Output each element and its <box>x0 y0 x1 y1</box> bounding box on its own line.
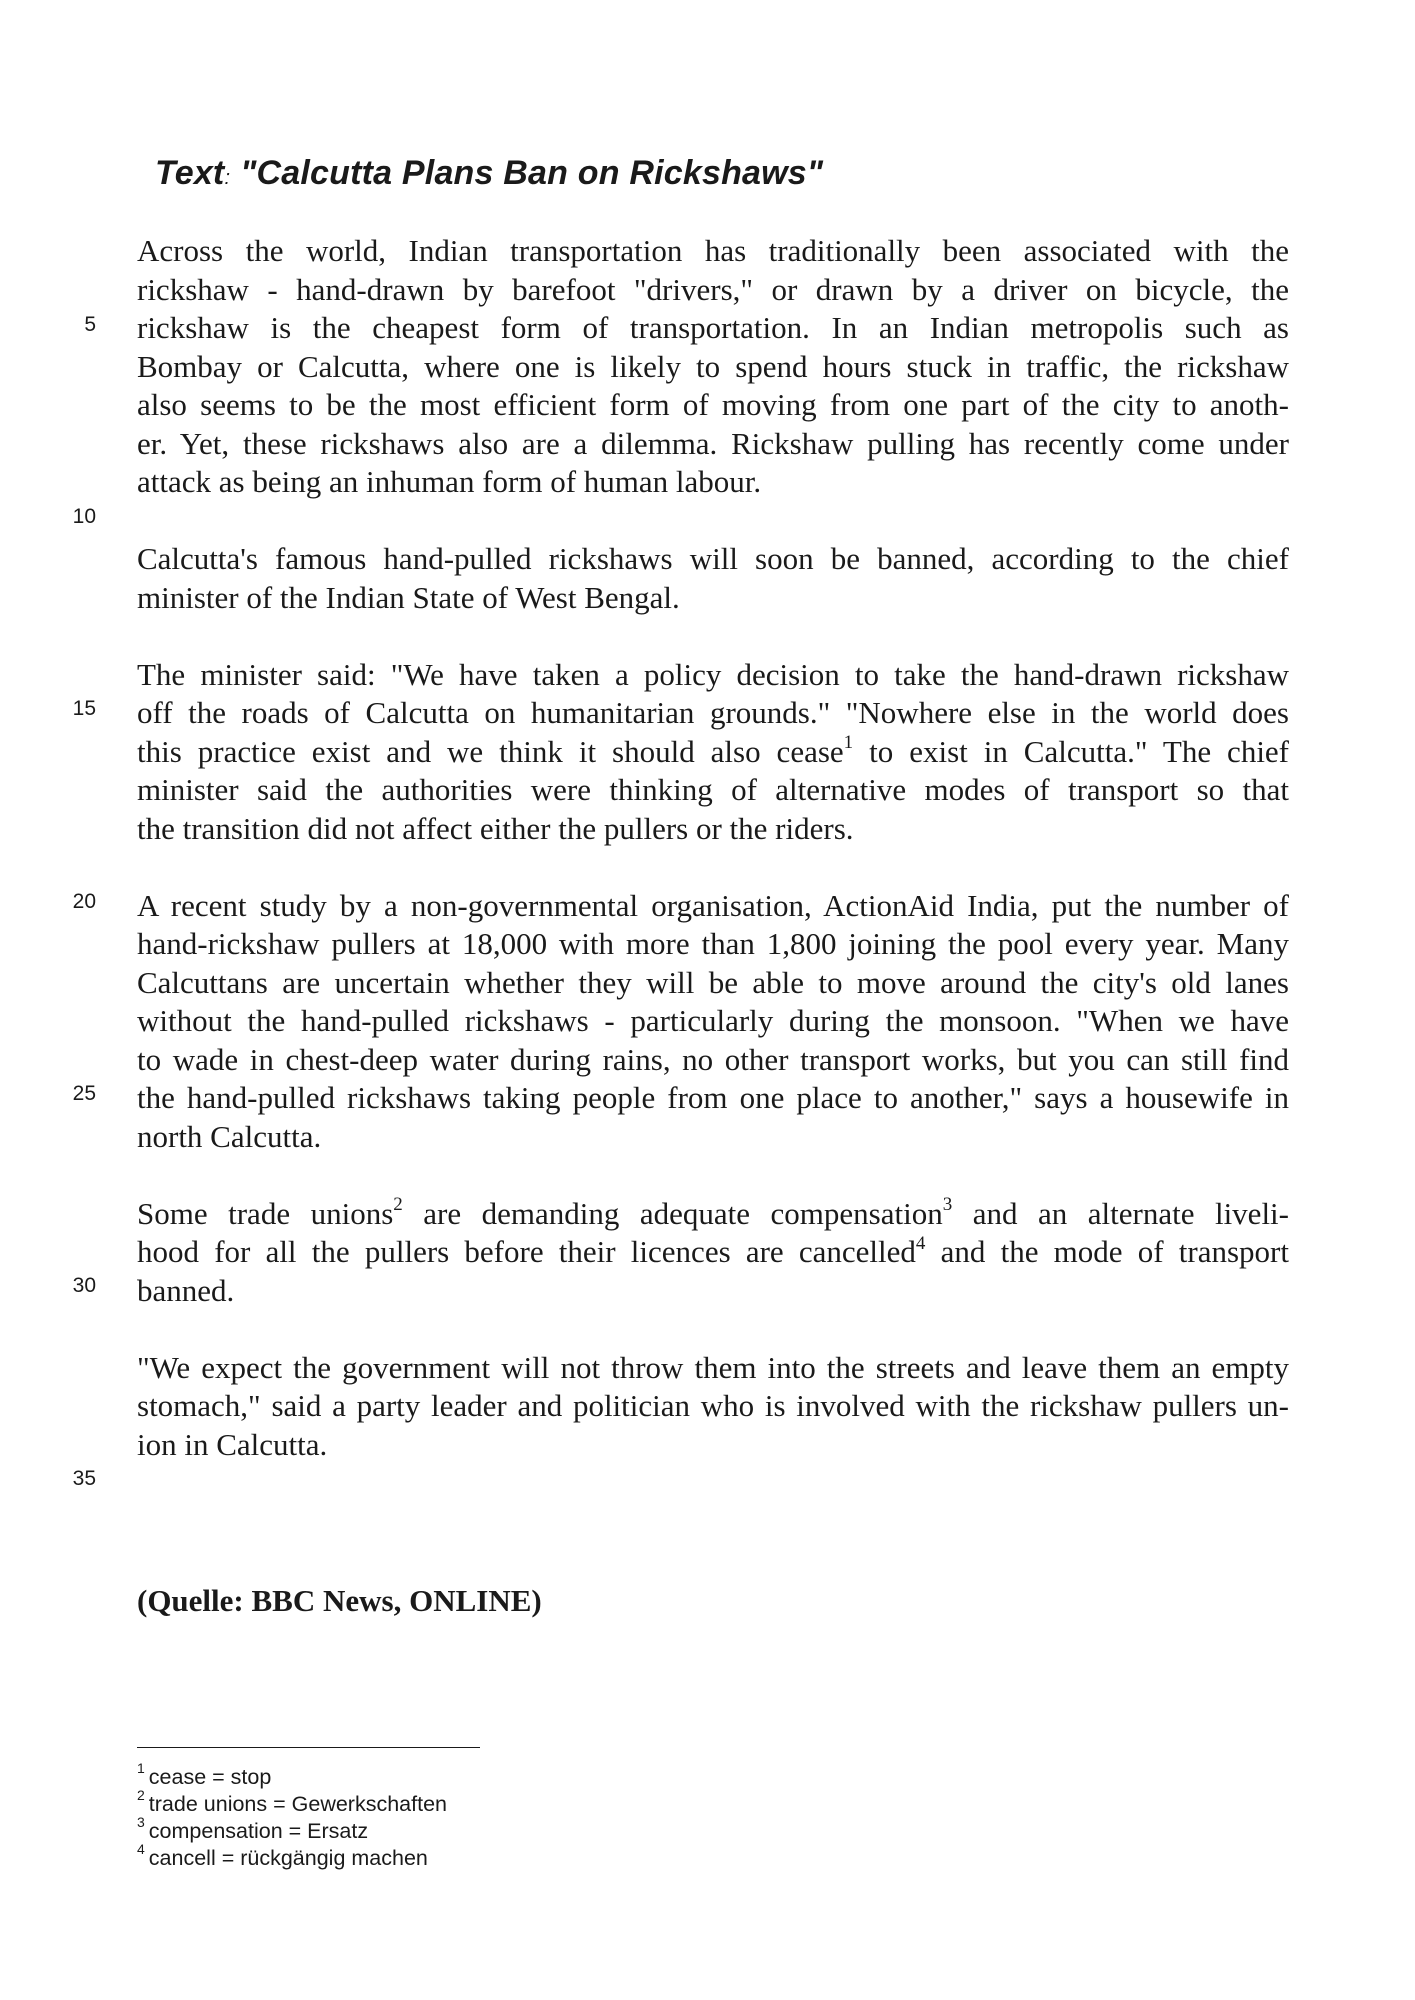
text-line: hand-rickshaw pullers at 18,000 with more than 1,800 joining the pool every year. Many <box>137 926 1289 961</box>
footnote-number: 3 <box>137 1813 145 1830</box>
paragraph-5 <box>137 1195 1289 1311</box>
paragraph-4 <box>137 887 1289 1157</box>
footnote-item <box>137 1786 447 1818</box>
text-line: north Calcutta. <box>137 1118 322 1154</box>
text-line: minister of the Indian State of West Bengal. <box>137 579 680 615</box>
paragraph-2 <box>137 540 1289 617</box>
text-line: Bombay or Calcutta, where one is likely to spend hours stuck in traffic, the rickshaw <box>137 348 1289 384</box>
text-line: Calcutta's famous hand-pulled rickshaws will soon be banned, according to the chief <box>137 541 1289 576</box>
page-title <box>155 154 823 193</box>
text-line: ion in Calcutta. <box>137 1426 328 1462</box>
text-line: "We expect the government will not throw them into the streets and leave them an empty <box>137 1349 1289 1385</box>
paragraph-3 <box>137 656 1289 849</box>
text-line: rickshaw is the cheapest form of transportation. In an Indian metropolis such as <box>137 310 1289 345</box>
paragraph-spacer <box>137 502 1289 541</box>
text-line: Calcuttans are uncertain whether they will be able to move around the city's old lanes <box>137 964 1289 1000</box>
text-line: banned. <box>137 1272 235 1308</box>
line-number-5: 5 <box>84 313 96 336</box>
text-line: the transition did not affect either the pullers or the riders. <box>137 810 854 846</box>
text-line: the hand-pulled rickshaws taking people from one place to another," says a housewife in <box>137 1080 1289 1115</box>
footnote-number: 2 <box>137 1786 145 1803</box>
line-number-30: 30 <box>72 1274 96 1297</box>
footnote-number: 4 <box>137 1840 145 1857</box>
paragraph-6 <box>137 1349 1289 1465</box>
paragraph-spacer <box>137 617 1289 656</box>
footnote-marker: 1 <box>843 732 854 754</box>
text-line: er. Yet, these rickshaws also are a dilemma. Rickshaw pulling has recently come under <box>137 425 1289 461</box>
paragraph-spacer <box>137 1156 1289 1195</box>
footnote-number: 1 <box>137 1759 145 1776</box>
source-citation: (Quelle: BBC News, ONLINE) <box>137 1583 542 1618</box>
paragraph-spacer <box>137 848 1289 887</box>
footnote-text: trade unions = Gewerkschaften <box>148 1792 447 1816</box>
text-line <box>137 1233 1289 1272</box>
text-run: and an alternate liveli- <box>952 1195 1289 1231</box>
text-run: and the mode of transport <box>925 1234 1289 1269</box>
footnote-text: compensation = Ersatz <box>148 1819 369 1843</box>
footnote-marker: 3 <box>942 1194 953 1216</box>
footnote-divider <box>137 1747 480 1748</box>
footnotes <box>137 1759 447 1872</box>
line-number-10: 10 <box>72 505 96 528</box>
text-line: to wade in chest-deep water during rains, no other transport works, but you can still find <box>137 1041 1289 1077</box>
text-run: are demanding adequate compensation <box>402 1195 943 1231</box>
text-line: A recent study by a non-governmental organisation, ActionAid India, put the number of <box>137 887 1289 923</box>
footnote-marker: 2 <box>393 1194 403 1216</box>
title-colon: : <box>224 167 231 189</box>
footnote-marker: 4 <box>915 1232 926 1254</box>
text-run: hood for all the pullers before their licences are cancelled <box>137 1234 916 1269</box>
text-line: also seems to be the most efficient form of moving from one part of the city to anoth- <box>137 387 1289 422</box>
text-line: attack as being an inhuman form of human labour. <box>137 464 762 499</box>
text-run: to exist in Calcutta." The chief <box>853 733 1290 769</box>
text-line: The minister said: "We have taken a policy decision to take the hand-drawn rickshaw <box>137 656 1289 692</box>
footnote-item <box>137 1813 447 1845</box>
article-body <box>137 232 1289 1464</box>
footnote-text: cease = stop <box>148 1765 272 1789</box>
text-line: Across the world, Indian transportation has traditionally been associated with the <box>137 233 1289 268</box>
paragraph-1 <box>137 232 1289 502</box>
line-number-15: 15 <box>72 697 96 720</box>
footnote-text: cancell = rückgängig machen <box>148 1846 428 1870</box>
title-label: Text <box>155 154 225 192</box>
title-heading: "Calcutta Plans Ban on Rickshaws" <box>240 154 824 192</box>
line-number-25: 25 <box>72 1082 96 1105</box>
text-line: rickshaw - hand-drawn by barefoot "drivers," or drawn by a driver on bicycle, the <box>137 271 1289 307</box>
footnote-item <box>137 1759 447 1791</box>
line-number-20: 20 <box>72 890 96 913</box>
text-line <box>137 1195 1289 1234</box>
text-line: minister said the authorities were thinking of alternative modes of transport so that <box>137 772 1289 807</box>
text-run: this practice exist and we think it should also cease <box>137 733 844 769</box>
line-number-35: 35 <box>72 1467 96 1490</box>
footnote-item <box>137 1840 447 1872</box>
text-line <box>137 733 1289 772</box>
text-line: without the hand-pulled rickshaws - particularly during the monsoon. "When we have <box>137 1003 1289 1038</box>
text-run: Some trade unions <box>137 1195 394 1231</box>
text-line: stomach," said a party leader and politician who is involved with the rickshaw pullers un- <box>137 1388 1289 1423</box>
paragraph-spacer <box>137 1310 1289 1349</box>
text-line: off the roads of Calcutta on humanitarian grounds." "Nowhere else in the world does <box>137 695 1289 730</box>
